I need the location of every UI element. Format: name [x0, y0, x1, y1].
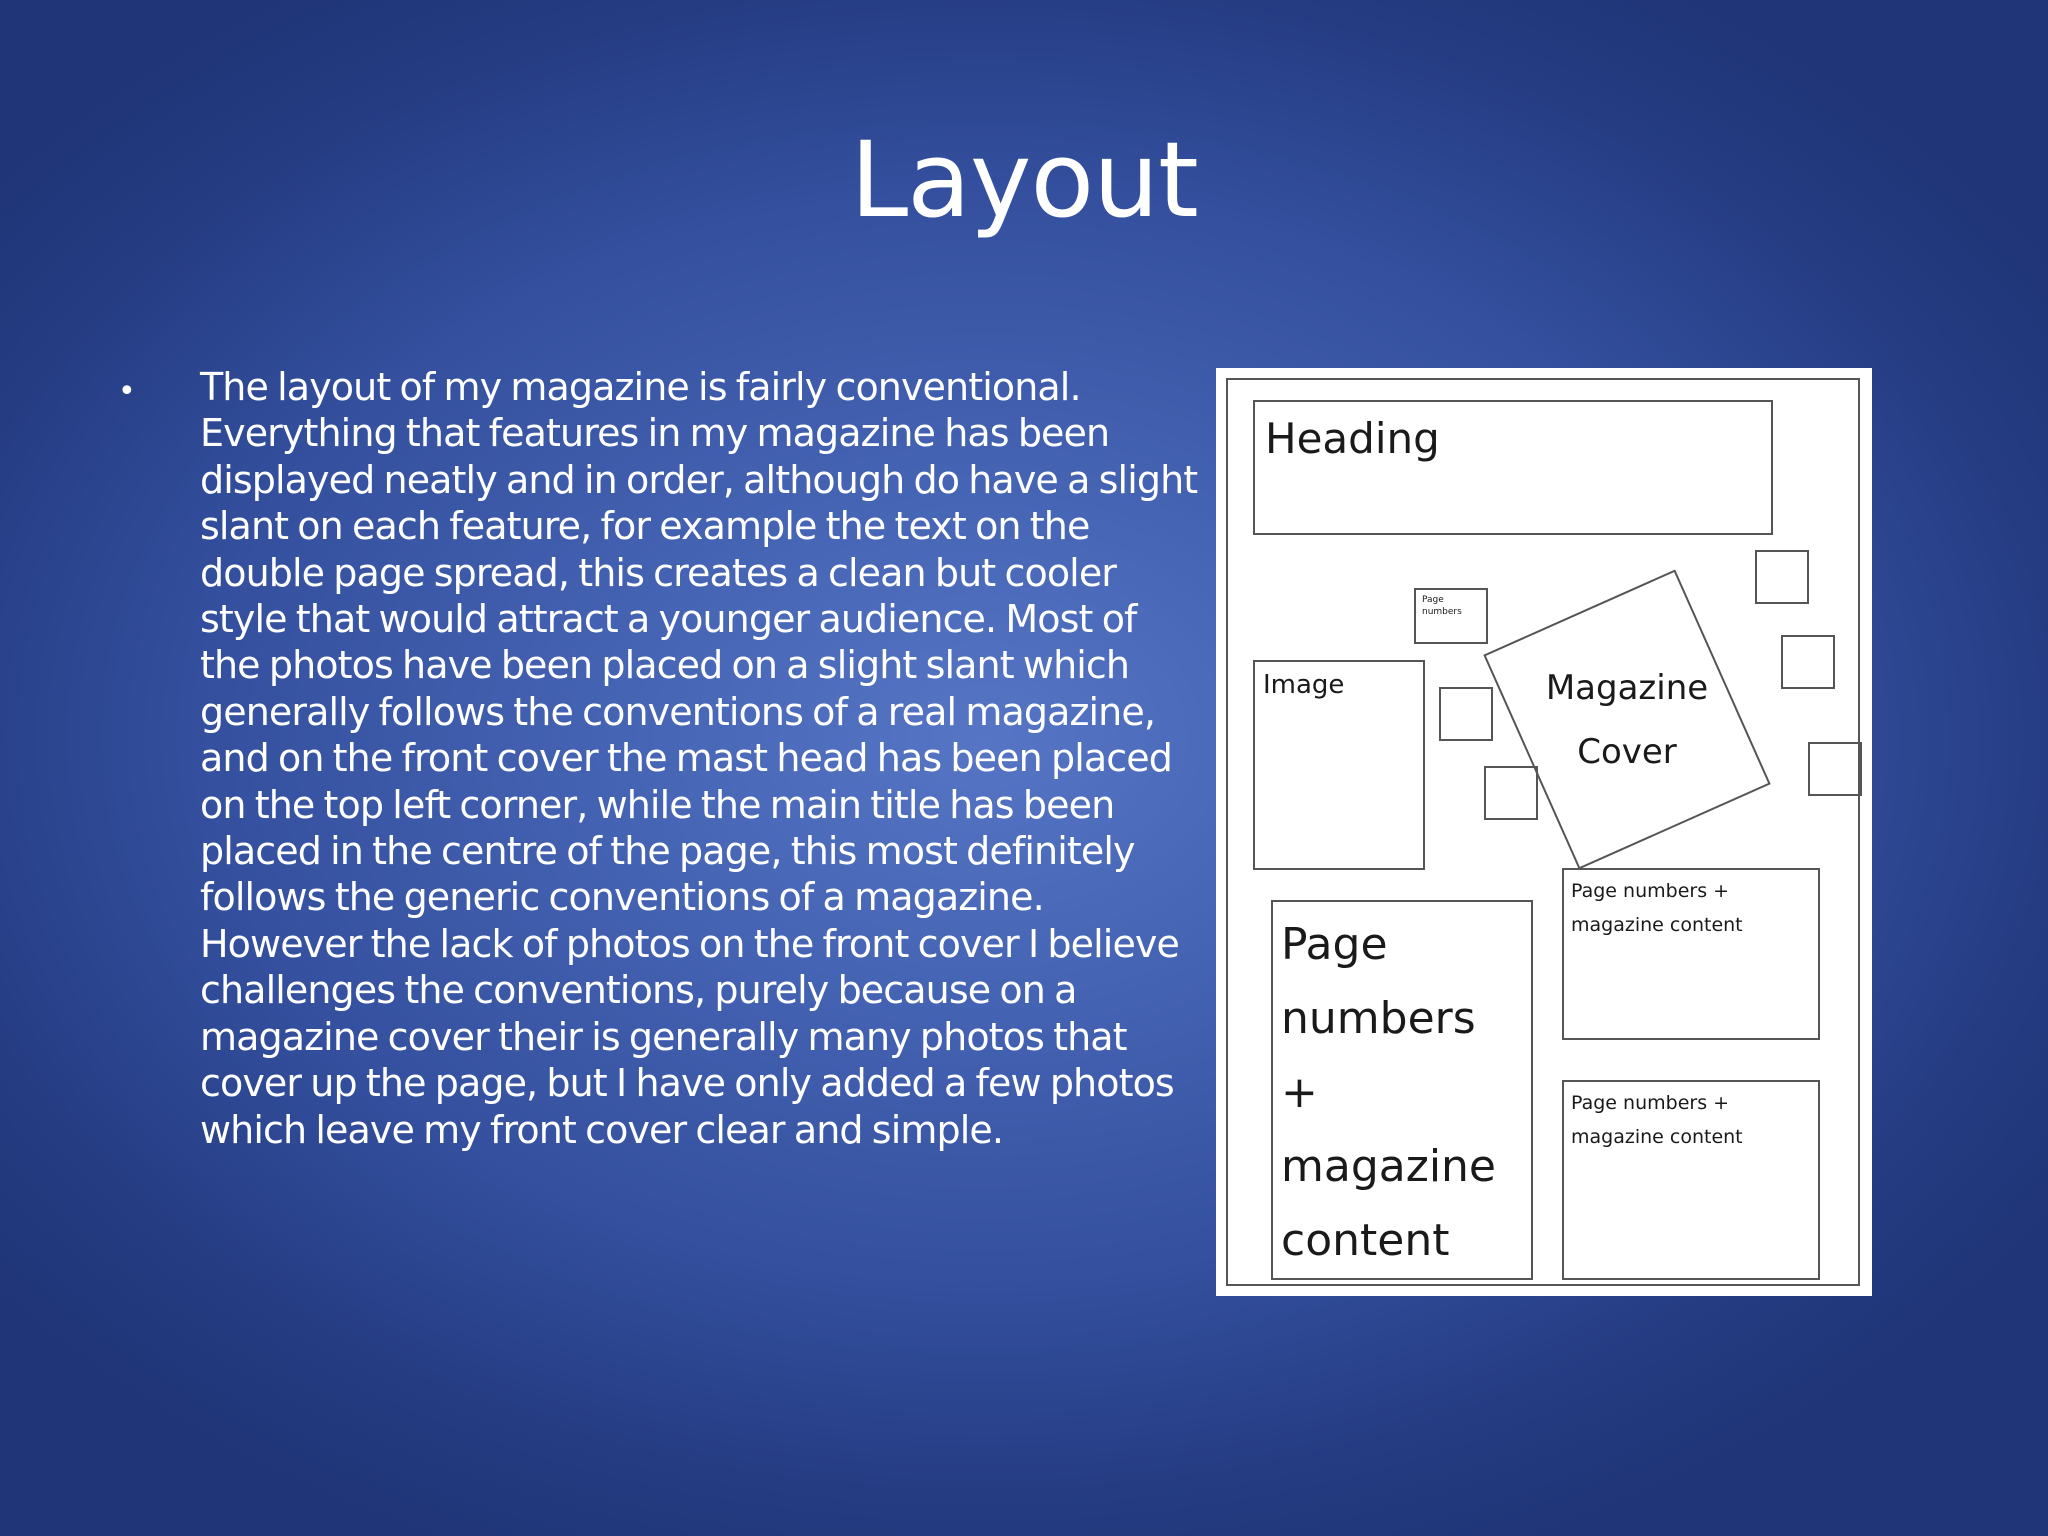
sketch-small-square [1439, 687, 1493, 741]
bullet-point-icon: • [118, 374, 136, 409]
sketch-image-label: Image [1263, 670, 1345, 700]
cover-line-2: Cover [1577, 731, 1677, 772]
sketch-small-box-label: Page numbers + magazine content [1571, 1092, 1743, 1148]
sketch-page-border [1226, 378, 1860, 1286]
sketch-page-content-large-box [1271, 900, 1533, 1280]
cover-line-1: Magazine [1545, 667, 1709, 708]
sketch-page-content-small-box [1562, 868, 1820, 1040]
sketch-small-box-label: Page numbers + magazine content [1571, 880, 1743, 936]
slide-title: Layout [850, 119, 1198, 241]
sketch-small-square [1808, 742, 1862, 796]
sketch-small-square [1755, 550, 1809, 604]
sketch-small-square [1484, 766, 1538, 820]
sketch-small-square [1781, 635, 1835, 689]
sketch-magazine-cover-label [1524, 604, 1730, 835]
sketch-page-content-small-box [1562, 1080, 1820, 1280]
sketch-image-box [1253, 660, 1425, 870]
sketch-tiny-label: Page numbers [1422, 595, 1462, 617]
sketch-large-box-label: Page numbers + magazine content [1281, 919, 1496, 1266]
sketch-tiny-page-numbers-box [1414, 588, 1488, 644]
sketch-magazine-cover-box [1483, 569, 1770, 869]
bullet-text: The layout of my magazine is fairly conventional. Everything that features in my magazine has been displayed neatly and in order, although do have a slight slant on each feature, for example the text on the double page spread, this creates a clean but cooler style that would attract a younger audience. Most of the photos have been placed on a slight slant which generally follows the conventions of a real magazine, and on the front cover the mast head has been placed on the top left corner, while the main title has been placed in the centre of the page, this most definitely follows the generic conventions of a magazine. However the lack of photos on the front cover I believe challenges the conventions, purely because on a magazine cover their is generally many photos that cover up the page, but I have only added a few photos which leave my front cover clear and simple. [200, 365, 1198, 1152]
layout-sketch-image [1216, 368, 1872, 1296]
sketch-heading-label: Heading [1265, 414, 1440, 463]
sketch-heading-box [1253, 400, 1773, 535]
